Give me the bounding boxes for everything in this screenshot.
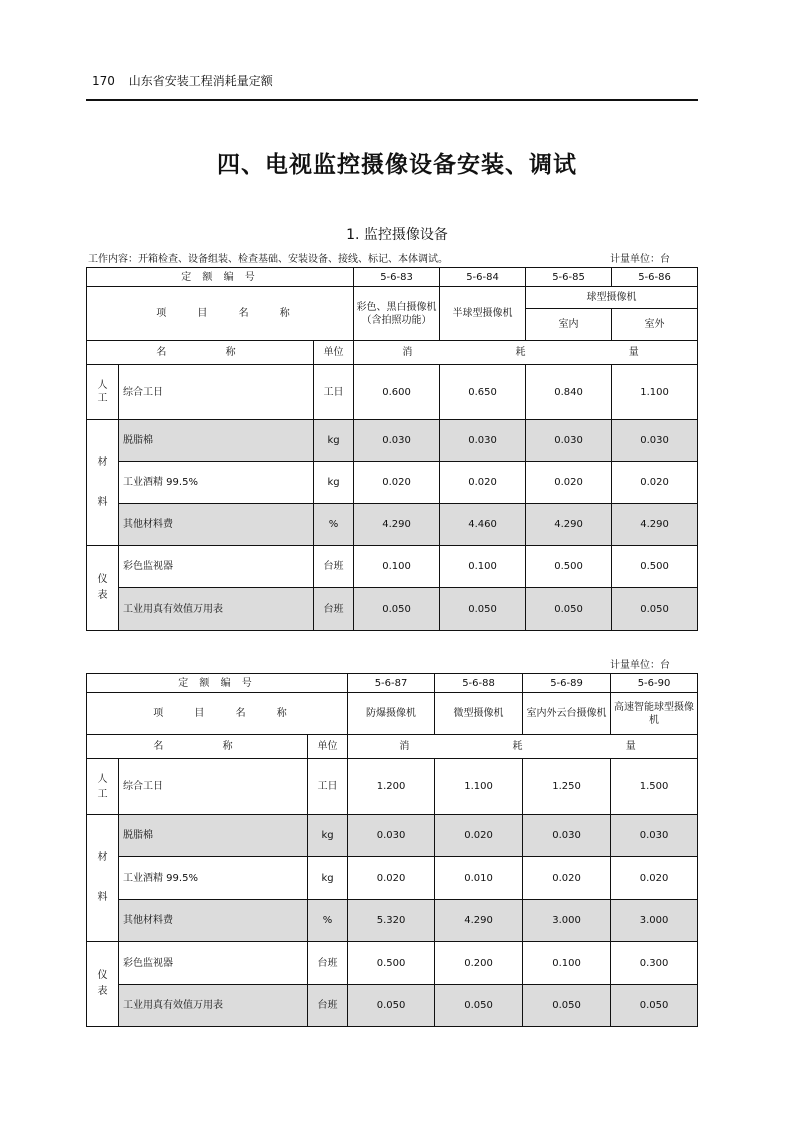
row-unit: 工日	[314, 365, 354, 420]
header-row	[87, 341, 698, 365]
item-col: 高速智能球型摄像机	[611, 693, 698, 735]
table-row	[87, 857, 698, 900]
row-value: 1.500	[611, 759, 698, 815]
row-value: 1.250	[523, 759, 611, 815]
category-labor: 人工	[87, 759, 119, 815]
row-value: 1.200	[348, 759, 435, 815]
row-value: 0.030	[612, 420, 698, 462]
row-value: 0.030	[523, 815, 611, 857]
row-name: 综合工日	[119, 759, 308, 815]
row-name: 综合工日	[119, 365, 314, 420]
row-value: 0.050	[611, 985, 698, 1027]
row-name: 其他材料费	[119, 900, 308, 942]
item-col: 防爆摄像机	[348, 693, 435, 735]
item-name-label: 项 目 名 称	[87, 287, 354, 341]
item-col: 室内外云台摄像机	[523, 693, 611, 735]
table-row	[87, 900, 698, 942]
table-row	[87, 815, 698, 857]
category-material	[87, 420, 119, 546]
row-name: 脱脂棉	[119, 420, 314, 462]
header-rule	[86, 99, 698, 101]
row-value: 1.100	[435, 759, 523, 815]
unit-label-2: 计量单位：台	[610, 660, 670, 671]
category-labor: 人工	[87, 365, 119, 420]
item-group: 球型摄像机	[526, 287, 698, 309]
name-label: 名 称	[87, 735, 308, 759]
row-value: 0.010	[435, 857, 523, 900]
row-value: 0.600	[354, 365, 440, 420]
row-value: 0.500	[612, 546, 698, 588]
item-col: 微型摄像机	[435, 693, 523, 735]
code-row	[87, 674, 698, 693]
row-unit: 台班	[308, 985, 348, 1027]
work-content: 工作内容：开箱检查、设备组装、检查基础、安装设备、接线、标记、本体调试。	[88, 254, 448, 265]
quota-code: 5-6-87	[348, 674, 435, 693]
row-name: 彩色监视器	[119, 546, 314, 588]
category-material-2: 料	[97, 892, 108, 903]
unit-label: 单位	[314, 341, 354, 365]
row-value: 0.500	[348, 942, 435, 985]
section-title: 1. 监控摄像设备	[346, 227, 448, 243]
row-name: 其他材料费	[119, 504, 314, 546]
row-name: 彩色监视器	[119, 942, 308, 985]
row-value: 0.030	[526, 420, 612, 462]
row-unit: 台班	[308, 942, 348, 985]
quota-code: 5-6-84	[440, 268, 526, 287]
row-value: 0.050	[435, 985, 523, 1027]
table-row	[87, 365, 698, 420]
quota-code: 5-6-89	[523, 674, 611, 693]
quota-code: 5-6-88	[435, 674, 523, 693]
table-row	[87, 504, 698, 546]
row-value: 0.050	[523, 985, 611, 1027]
category-material-2: 料	[97, 496, 108, 508]
row-value: 4.290	[526, 504, 612, 546]
row-unit: kg	[314, 462, 354, 504]
quota-code: 5-6-85	[526, 268, 612, 287]
table-row	[87, 420, 698, 462]
table-row	[87, 588, 698, 631]
code-row	[87, 268, 698, 287]
row-value: 0.050	[612, 588, 698, 631]
consumption-label: 消 耗 量	[354, 341, 698, 365]
row-value: 0.030	[354, 420, 440, 462]
header-row	[87, 735, 698, 759]
row-value: 0.500	[526, 546, 612, 588]
row-value: 1.100	[612, 365, 698, 420]
row-value: 0.050	[526, 588, 612, 631]
quota-table-1	[86, 267, 698, 631]
row-unit: %	[314, 504, 354, 546]
category-instrument: 仪表	[87, 942, 119, 1027]
quota-table-2	[86, 673, 698, 1027]
consumption-label: 消 耗 量	[348, 735, 698, 759]
table-row	[87, 546, 698, 588]
row-value: 4.290	[612, 504, 698, 546]
quota-number-label: 定 额 编 号	[87, 674, 348, 693]
row-value: 3.000	[611, 900, 698, 942]
row-value: 3.000	[523, 900, 611, 942]
item-col: 半球型摄像机	[440, 287, 526, 341]
item-col: 室外	[612, 309, 698, 341]
row-value: 0.050	[440, 588, 526, 631]
name-label: 名 称	[87, 341, 314, 365]
row-value: 0.020	[523, 857, 611, 900]
row-unit: 台班	[314, 546, 354, 588]
row-unit: kg	[314, 420, 354, 462]
row-unit: 台班	[314, 588, 354, 631]
row-name: 工业酒精 99.5%	[119, 462, 314, 504]
row-value: 0.300	[611, 942, 698, 985]
row-value: 0.100	[354, 546, 440, 588]
category-material-1: 材	[97, 456, 108, 468]
unit-label: 单位	[308, 735, 348, 759]
quota-code: 5-6-86	[612, 268, 698, 287]
row-name: 工业用真有效值万用表	[119, 588, 314, 631]
table-row	[87, 985, 698, 1027]
item-col: 室内	[526, 309, 612, 341]
row-value: 0.100	[523, 942, 611, 985]
row-value: 0.200	[435, 942, 523, 985]
row-value: 5.320	[348, 900, 435, 942]
row-unit: kg	[308, 857, 348, 900]
row-value: 0.020	[435, 815, 523, 857]
category-material-1: 材	[97, 852, 108, 863]
item-row	[87, 693, 698, 735]
row-value: 0.650	[440, 365, 526, 420]
row-value: 0.030	[440, 420, 526, 462]
row-unit: %	[308, 900, 348, 942]
category-instrument: 仪表	[87, 546, 119, 631]
item-col: 彩色、黑白摄像机（含拍照功能）	[354, 287, 440, 341]
item-name-label: 项 目 名 称	[87, 693, 348, 735]
table-row	[87, 942, 698, 985]
row-value: 0.050	[348, 985, 435, 1027]
quota-code: 5-6-83	[354, 268, 440, 287]
row-value: 0.050	[354, 588, 440, 631]
row-value: 0.020	[611, 857, 698, 900]
row-value: 0.020	[440, 462, 526, 504]
page-number: 170	[92, 74, 115, 88]
row-value: 0.020	[526, 462, 612, 504]
row-value: 0.030	[611, 815, 698, 857]
row-unit: 工日	[308, 759, 348, 815]
unit-label-1: 计量单位：台	[610, 254, 670, 265]
book-title: 山东省安装工程消耗量定额	[128, 74, 273, 88]
row-name: 脱脂棉	[119, 815, 308, 857]
row-value: 0.020	[354, 462, 440, 504]
row-unit: kg	[308, 815, 348, 857]
row-value: 0.100	[440, 546, 526, 588]
running-header	[92, 72, 273, 89]
row-value: 4.290	[354, 504, 440, 546]
quota-code: 5-6-90	[611, 674, 698, 693]
table-row	[87, 462, 698, 504]
item-row	[87, 287, 698, 309]
row-value: 0.020	[348, 857, 435, 900]
table-row	[87, 759, 698, 815]
quota-number-label: 定 额 编 号	[87, 268, 354, 287]
row-value: 0.030	[348, 815, 435, 857]
row-name: 工业酒精 99.5%	[119, 857, 308, 900]
row-value: 4.460	[440, 504, 526, 546]
category-material	[87, 815, 119, 942]
row-name: 工业用真有效值万用表	[119, 985, 308, 1027]
row-value: 4.290	[435, 900, 523, 942]
row-value: 0.020	[612, 462, 698, 504]
chapter-title: 四、电视监控摄像设备安装、调试	[217, 151, 577, 178]
row-value: 0.840	[526, 365, 612, 420]
